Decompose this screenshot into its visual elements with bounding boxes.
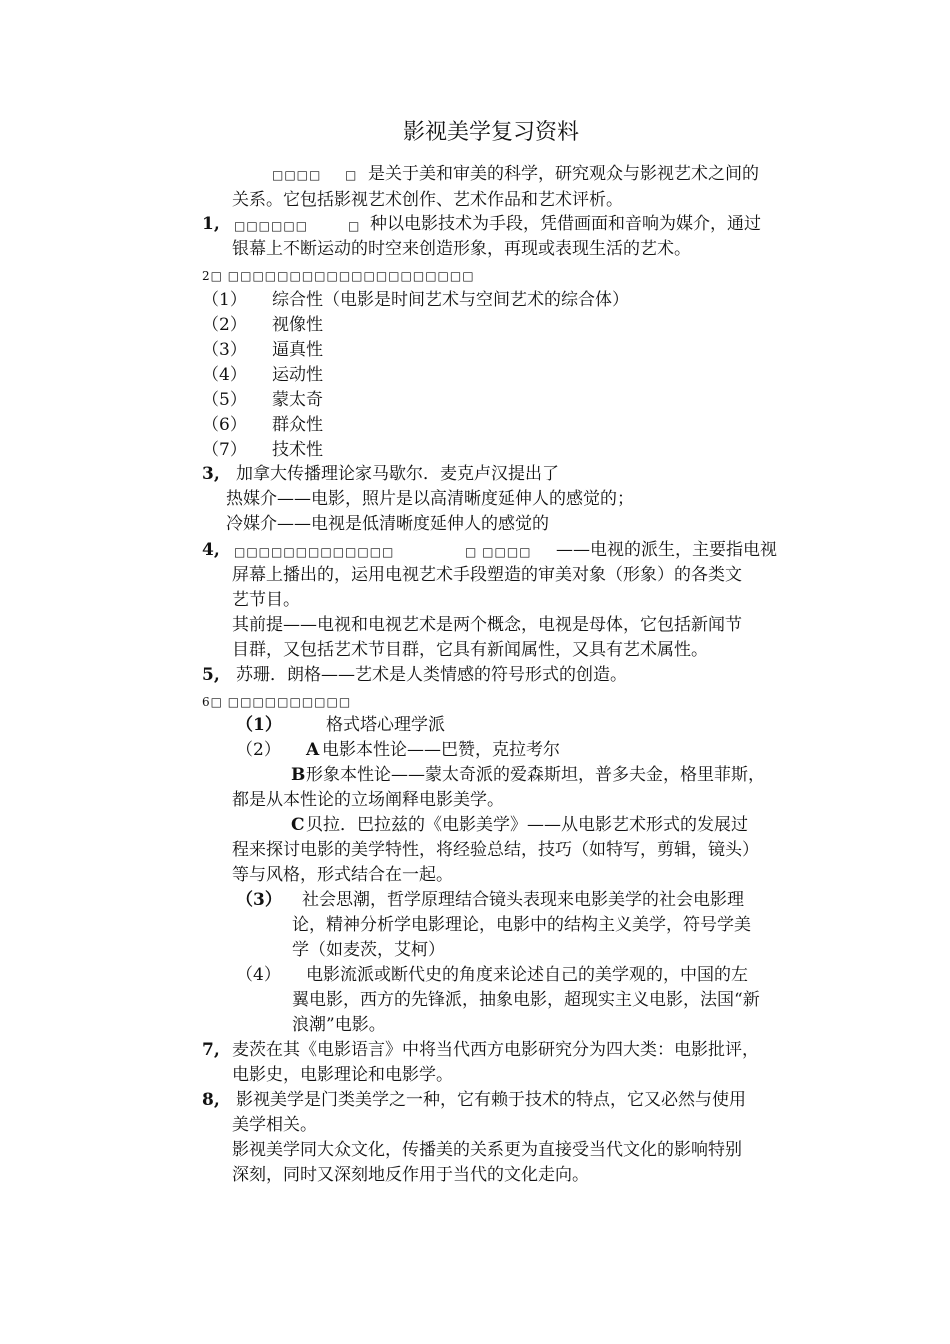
item-2-sub-7-number: （7）	[202, 440, 247, 460]
item-4-garbled-term: □□□□□□□□□□□□□	[234, 545, 395, 559]
item-2-sub-6-text: 群众性	[272, 415, 323, 435]
item-6-sub-4-line-3: 浪潮”电影。	[292, 1015, 386, 1035]
item-1-garbled-term: □□□□□□	[234, 219, 309, 233]
item-4-line-2: 屏幕上播出的，运用电视艺术手段塑造的审美对象（形象）的各类文	[232, 565, 742, 585]
page-title: 影视美学复习资料	[403, 120, 580, 145]
item-6-sub-3-line-2: 论，精神分析学电影理论，电影中的结构主义美学，符号学美	[292, 915, 751, 935]
item-3-line-3: 冷媒介——电视是低清晰度延伸人的感觉的	[226, 514, 549, 534]
item-1-line-1: 种以电影技术为手段，凭借画面和音响为媒介，通过	[370, 214, 761, 234]
item-7-line-1: 麦茨在其《电影语言》中将当代西方电影研究分为四大类：电影批评，	[232, 1040, 759, 1060]
item-6-sub-3-line-1: 社会思潮，哲学原理结合镜头表现来电影美学的社会电影理	[302, 890, 744, 910]
item-7-number: 7,	[202, 1040, 220, 1060]
item-1-garbled-mark: □	[348, 219, 361, 233]
item-6-sub-2-a-text: 电影本性论——巴赞，克拉考尔	[322, 740, 560, 760]
item-1-number: 1,	[202, 214, 220, 234]
item-6-sub-1-text: 格式塔心理学派	[326, 715, 445, 735]
item-6-b-line-1: 形象本性论——蒙太奇派的爱森斯坦，普多夫金，格里菲斯，	[306, 765, 765, 785]
item-3-number: 3,	[202, 464, 220, 484]
item-2-sub-4-text: 运动性	[272, 365, 323, 385]
item-8-line-2: 美学相关。	[232, 1115, 317, 1135]
item-8-line-4: 深刻，同时又深刻地反作用于当代的文化走向。	[232, 1165, 589, 1185]
item-6-sub-1-number: （1）	[236, 715, 282, 735]
item-6-letter-c: C	[291, 815, 305, 835]
item-4-garbled-mark: □ □□□□	[465, 545, 532, 559]
item-2-sub-3-number: （3）	[202, 340, 247, 360]
item-8-number: 8,	[202, 1090, 220, 1110]
item-6-sub-2-number: （2）	[236, 740, 281, 760]
item-4-line-5: 目群，又包括艺术节目群，它具有新闻属性，又具有艺术属性。	[232, 640, 708, 660]
item-6-heading-garbled: 6□ □□□□□□□□□□	[202, 695, 352, 709]
item-5-text: 苏珊．朗格——艺术是人类情感的符号形式的创造。	[236, 665, 627, 685]
intro-garbled-term: □□□□	[272, 168, 322, 182]
item-4-line-4: 其前提——电视和电视艺术是两个概念，电视是母体，它包括新闻节	[232, 615, 742, 635]
item-6-b-line-2: 都是从本性论的立场阐释电影美学。	[232, 790, 504, 810]
item-2-sub-5-text: 蒙太奇	[272, 390, 323, 410]
item-5-number: 5,	[202, 665, 220, 685]
item-6-letter-b: B	[291, 765, 306, 785]
intro-line-2: 关系。它包括影视艺术创作、艺术作品和艺术评析。	[232, 190, 623, 210]
item-7-line-2: 电影史，电影理论和电影学。	[232, 1065, 453, 1085]
item-3-line-2: 热媒介——电影，照片是以高清晰度延伸人的感觉的；	[226, 489, 634, 509]
item-2-sub-5-number: （5）	[202, 390, 247, 410]
item-6-sub-4-number: （4）	[236, 965, 281, 985]
intro-garbled-mark: □	[345, 168, 358, 182]
item-2-sub-3-text: 逼真性	[272, 340, 323, 360]
item-8-line-3: 影视美学同大众文化，传播美的关系更为直接受当代文化的影响特别	[232, 1140, 742, 1160]
item-2-heading-garbled: 2□ □□□□□□□□□□□□□□□□□□□□	[202, 269, 475, 283]
item-2-sub-6-number: （6）	[202, 415, 247, 435]
item-4-number: 4,	[202, 540, 220, 560]
item-6-sub-3-line-3: 学（如麦茨，艾柯）	[292, 940, 445, 960]
item-6-sub-3-number: （3）	[236, 890, 282, 910]
item-2-sub-2-text: 视像性	[272, 315, 323, 335]
item-6-sub-2-letter-a: A	[306, 740, 320, 760]
item-4-line-3: 艺节目。	[232, 590, 300, 610]
item-2-sub-4-number: （4）	[202, 365, 247, 385]
item-2-sub-1-number: （1）	[202, 290, 247, 310]
item-6-c-line-1: 贝拉．巴拉兹的《电影美学》——从电影艺术形式的发展过	[306, 815, 748, 835]
item-2-sub-7-text: 技术性	[272, 440, 323, 460]
item-6-sub-4-line-2: 翼电影，西方的先锋派，抽象电影，超现实主义电影，法国“新	[292, 990, 760, 1010]
item-6-c-line-3: 等与风格，形式结合在一起。	[232, 865, 453, 885]
item-2-sub-2-number: （2）	[202, 315, 247, 335]
item-2-sub-1-text: 综合性（电影是时间艺术与空间艺术的综合体）	[272, 290, 629, 310]
item-6-c-line-2: 程来探讨电影的美学特性，将经验总结，技巧（如特写，剪辑，镜头）	[232, 840, 759, 860]
intro-line-1: 是关于美和审美的科学，研究观众与影视艺术之间的	[368, 164, 759, 184]
item-8-line-1: 影视美学是门类美学之一种，它有赖于技术的特点，它又必然与使用	[236, 1090, 746, 1110]
item-3-line-1: 加拿大传播理论家马歇尔．麦克卢汉提出了	[236, 464, 559, 484]
item-1-line-2: 银幕上不断运动的时空来创造形象，再现或表现生活的艺术。	[232, 239, 691, 259]
item-6-sub-4-line-1: 电影流派或断代史的角度来论述自己的美学观的，中国的左	[306, 965, 748, 985]
item-4-line-1: ——电视的派生，主要指电视	[556, 540, 777, 560]
